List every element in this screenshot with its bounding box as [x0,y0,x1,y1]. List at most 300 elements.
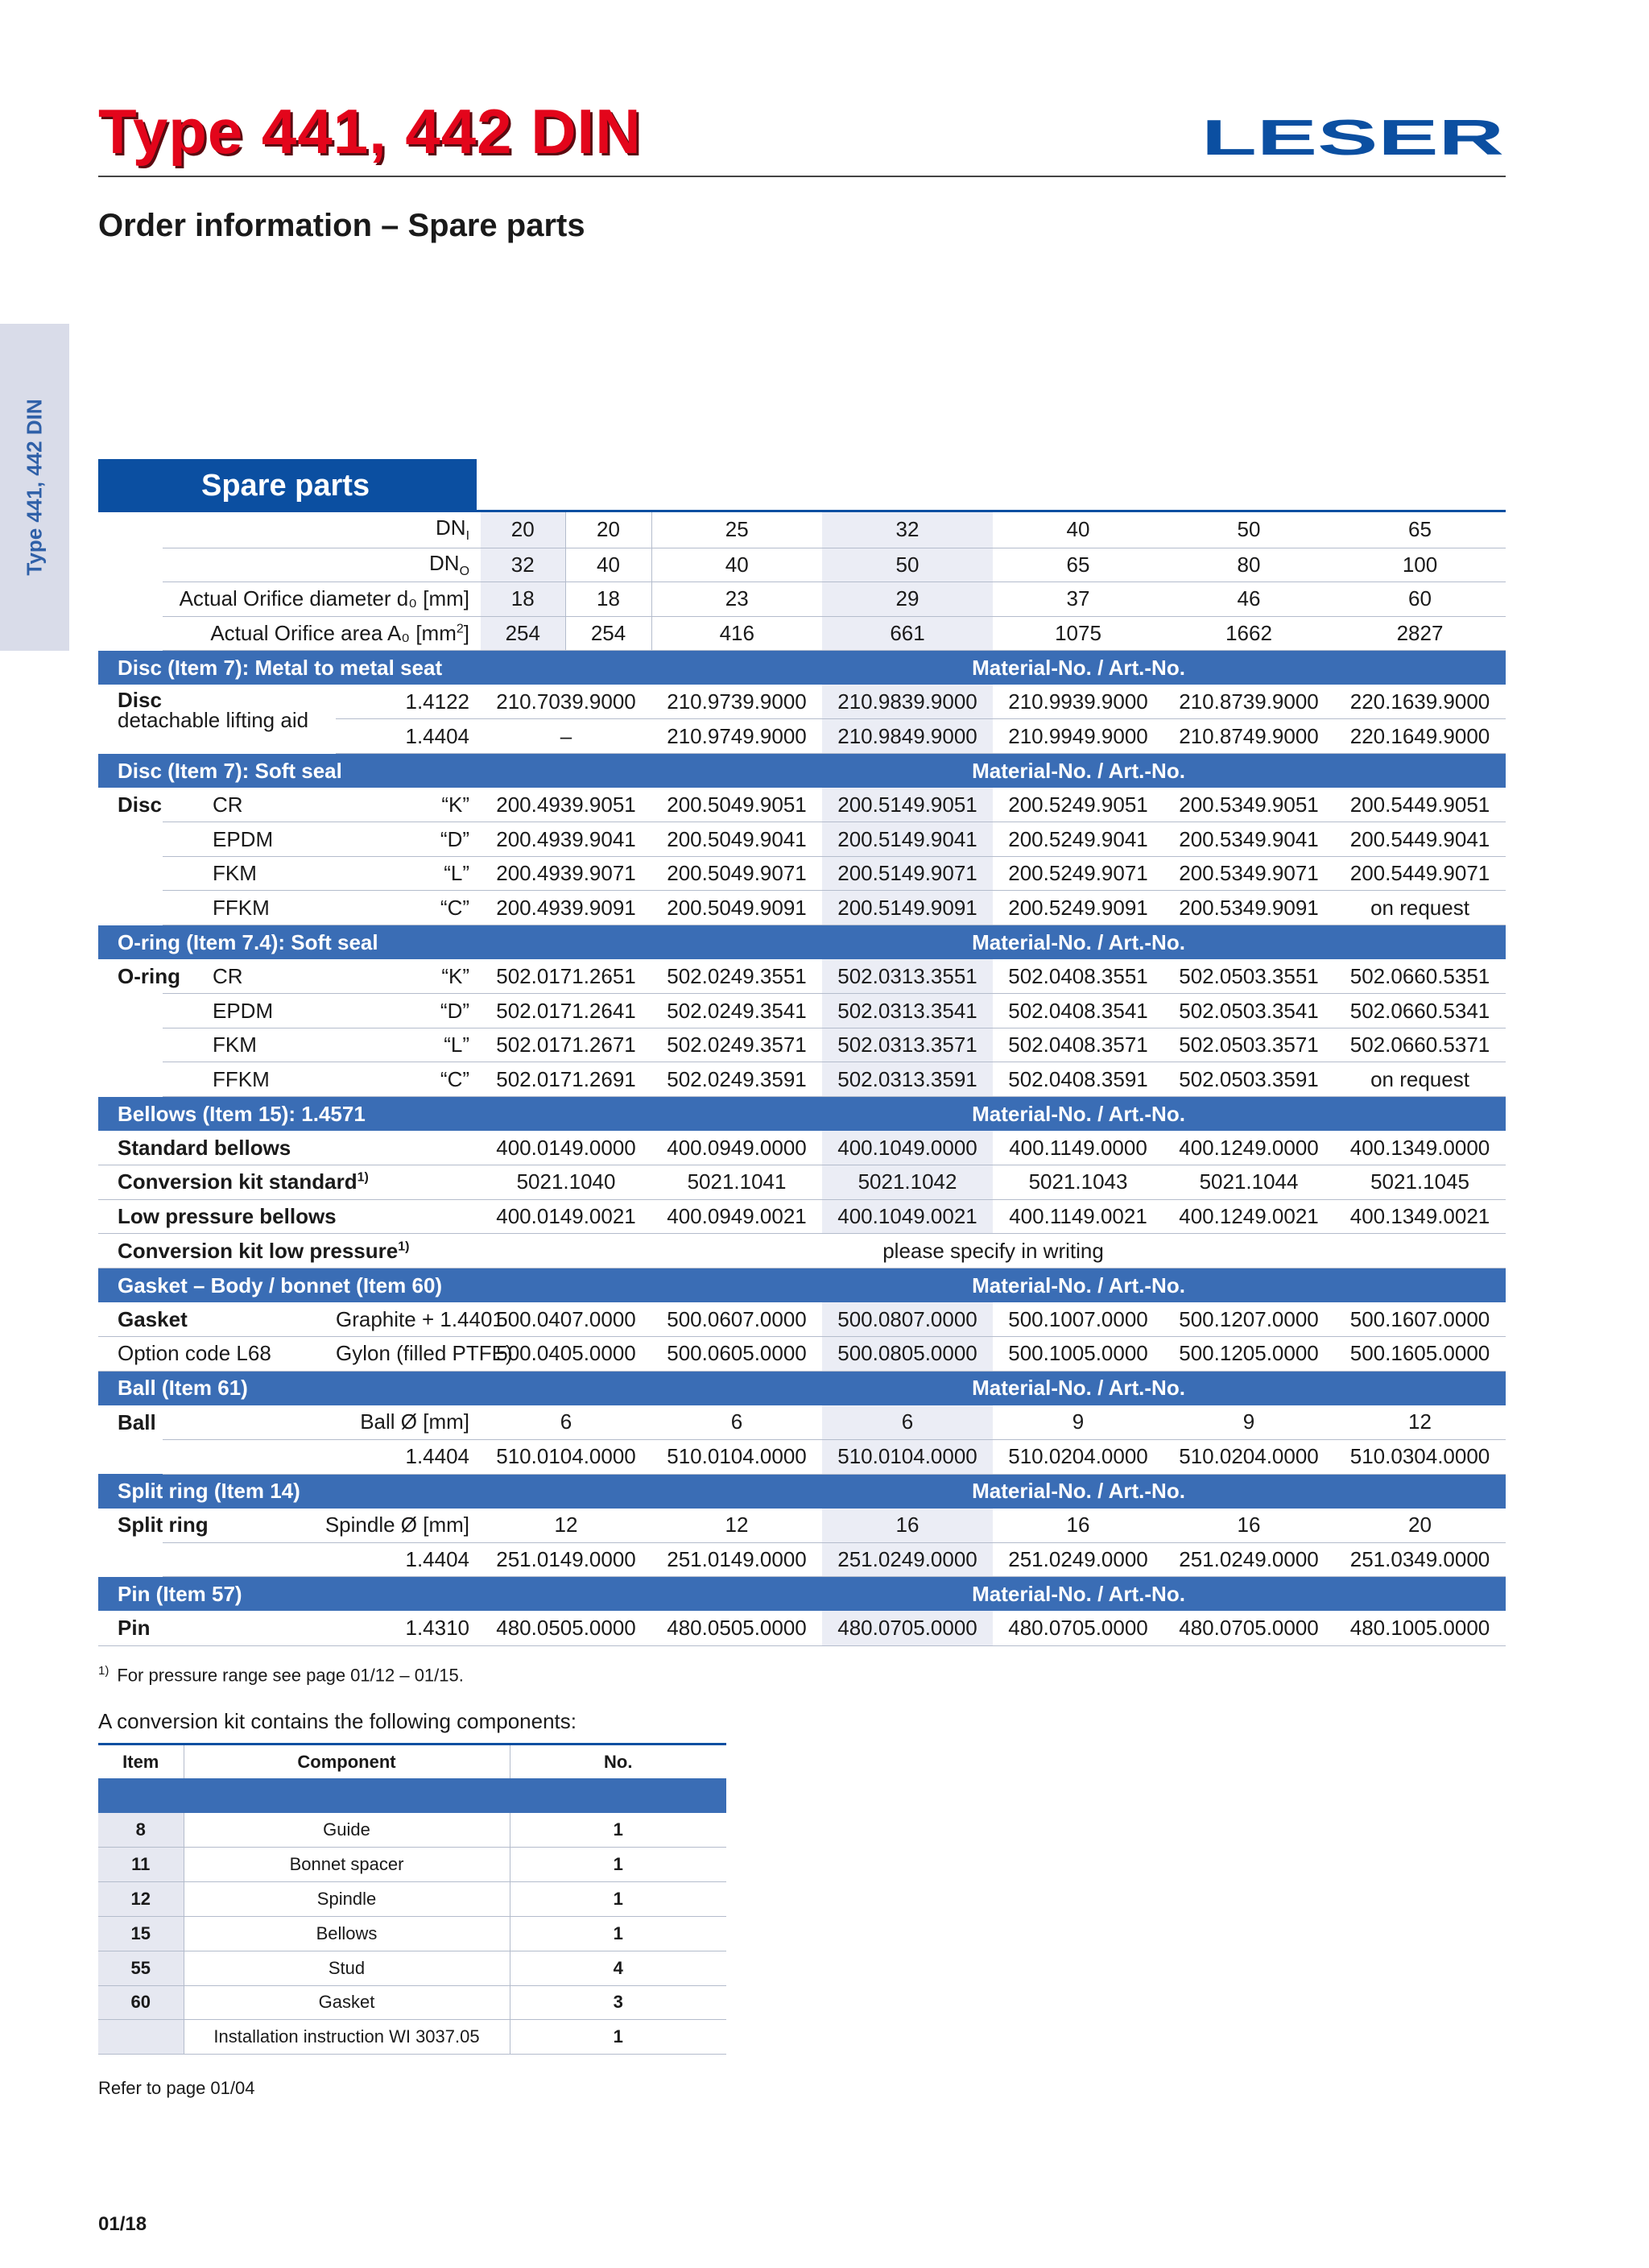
size-value: 16 [822,1509,993,1543]
value-cell: 502.0249.3591 [651,1062,822,1097]
header-band [510,1778,726,1813]
section-column-header: Material-No. / Art.-No. [651,1577,1506,1612]
spacer-cell [98,1439,163,1474]
table-row [98,1542,1506,1577]
seal-code: “C” [336,891,481,925]
value-cell: 200.5349.9091 [1163,891,1334,925]
item-label [98,1028,163,1062]
value-cell: 200.4939.9041 [481,822,651,857]
value-cell: 500.1605.0000 [1334,1337,1506,1372]
column-header: Item [98,1744,184,1779]
value-cell: 5021.1042 [822,1165,993,1200]
dn-value: 254 [565,616,651,651]
value-cell: 200.5049.9041 [651,822,822,857]
gasket-material: Graphite + 1.4401 [336,1302,481,1337]
size-value: 6 [481,1405,651,1440]
dn-value: 65 [993,548,1163,582]
value-cell: 502.0249.3541 [651,994,822,1028]
value-cell: on request [1334,1062,1506,1097]
value-cell: 400.0949.0000 [651,1131,822,1165]
footnote-text: For pressure range see page 01/12 – 01/15. [117,1665,464,1686]
value-cell: 200.5149.9091 [822,891,993,925]
item-label [98,891,163,925]
conversion-kit-table [98,1743,726,2055]
value-cell: 510.0104.0000 [481,1439,651,1474]
item-number: 12 [98,1882,184,1917]
section-column-header: Material-No. / Art.-No. [651,1371,1506,1405]
spacer-cell [98,1542,163,1577]
disc-label: Disc [118,688,162,713]
value-cell: 400.1249.0000 [1163,1131,1334,1165]
value-cell: 200.4939.9051 [481,788,651,822]
size-value: 6 [822,1405,993,1440]
table-row [98,512,1506,548]
section-title: Disc (Item 7): Soft seal [98,754,651,788]
table-row [98,1985,726,2020]
value-cell: 400.1049.0021 [822,1199,993,1234]
value-cell: 210.9739.9000 [651,685,822,719]
seal-code: “L” [336,856,481,891]
dn-value: 20 [565,512,651,548]
table-row [98,754,1506,788]
value-cell: 502.0503.3591 [1163,1062,1334,1097]
value-cell: 251.0149.0000 [651,1542,822,1577]
value-cell: 502.0171.2641 [481,994,651,1028]
dn-label-text: Actual Orifice diameter d₀ [mm] [179,586,470,611]
value-cell: 510.0304.0000 [1334,1439,1506,1474]
table-row [98,1509,1506,1543]
page-subtitle: Order information – Spare parts [98,208,585,243]
material-cell: 1.4404 [336,719,481,754]
value-cell: 502.0249.3551 [651,959,822,994]
table-row [98,616,1506,651]
component-qty: 4 [510,1951,726,1985]
value-cell: 510.0104.0000 [822,1439,993,1474]
section-title: Disc (Item 7): Metal to metal seat [98,651,651,685]
dn-value: 32 [822,512,993,548]
value-cell: 200.4939.9091 [481,891,651,925]
value-cell: 502.0313.3571 [822,1028,993,1062]
component-name: Bellows [184,1916,510,1951]
dn-label-text: Actual Orifice area A₀ [mm [210,620,457,645]
side-tab [0,324,69,651]
value-cell: 200.5249.9051 [993,788,1163,822]
value-cell: 502.0660.5341 [1334,994,1506,1028]
value-cell: 251.0149.0000 [481,1542,651,1577]
value-cell: 400.1149.0021 [993,1199,1163,1234]
material-cell: 1.4310 [163,1611,481,1645]
dn-label [163,616,481,651]
section-title: Ball (Item 61) [98,1371,651,1405]
dn-value: 37 [993,582,1163,617]
dn-value: 60 [1334,582,1506,617]
footnote-ref: 1) [357,1170,369,1185]
bellows-label [98,1165,481,1200]
value-cell: 200.5449.9071 [1334,856,1506,891]
seal-material [163,994,336,1028]
table-row [98,685,1506,719]
value-cell: 210.9949.9000 [993,719,1163,754]
value-cell: 502.0313.3591 [822,1062,993,1097]
value-cell: 5021.1044 [1163,1165,1334,1200]
seal-code: “K” [336,959,481,994]
seal-material [163,822,336,857]
page-title: Type 441, 442 DIN [98,96,642,167]
value-cell: 502.0171.2671 [481,1028,651,1062]
dn-label-text: DN [436,515,466,540]
gasket-label: Option code L68 [98,1337,336,1372]
disc-label-cell [98,685,336,753]
component-qty: 1 [510,1882,726,1917]
value-cell: 502.0408.3571 [993,1028,1163,1062]
table-row [98,582,1506,617]
table-row [98,1131,1506,1165]
size-value: 12 [481,1509,651,1543]
value-cell: 480.0705.0000 [993,1611,1163,1645]
seal-code: “K” [336,788,481,822]
value-cell: 5021.1043 [993,1165,1163,1200]
dn-label-sub: I [465,529,470,544]
section-title: Gasket – Body / bonnet (Item 60) [98,1268,651,1302]
table-row [98,959,1506,994]
disc-sublabel: detachable lifting aid [118,708,309,733]
dn-value: 40 [993,512,1163,548]
seal-material-name: CR [213,963,243,988]
value-cell: 510.0204.0000 [1163,1439,1334,1474]
value-cell: 400.0149.0000 [481,1131,651,1165]
value-cell: 200.5249.9041 [993,822,1163,857]
value-cell: 500.1207.0000 [1163,1302,1334,1337]
table-row [98,1234,1506,1269]
value-cell: 251.0249.0000 [822,1542,993,1577]
value-cell: 502.0503.3551 [1163,959,1334,994]
size-value: 9 [993,1405,1163,1440]
table-row [98,1028,1506,1062]
dn-value: 25 [651,512,822,548]
table-row [98,548,1506,582]
seal-material [163,1028,336,1062]
value-cell: 500.1205.0000 [1163,1337,1334,1372]
dn-value: 40 [565,548,651,582]
table-row [98,1302,1506,1337]
dn-value: 65 [1334,512,1506,548]
table-row [98,1916,726,1951]
column-header: No. [510,1744,726,1779]
seal-code: “D” [336,822,481,857]
value-cell: 480.0705.0000 [1163,1611,1334,1645]
value-cell: 200.5149.9071 [822,856,993,891]
component-name: Gasket [184,1985,510,2020]
item-label [98,856,163,891]
item-label: O-ring [118,963,180,988]
table-row [98,1813,726,1848]
value-cell: 480.0505.0000 [481,1611,651,1645]
item-number: 60 [98,1985,184,2020]
size-label: Ball Ø [mm] [163,1405,481,1440]
dn-label-text: DN [429,550,460,575]
seal-material-name: CR [213,792,243,817]
dn-value: 18 [481,582,565,617]
bellows-label [98,1234,481,1269]
spare-parts-table [98,512,1506,1646]
value-cell: 502.0503.3541 [1163,994,1334,1028]
dn-value: 2827 [1334,616,1506,651]
value-cell: 210.7039.9000 [481,685,651,719]
table-row [98,651,1506,685]
table-row [98,1744,726,1779]
svg-text:LESER: LESER [1201,117,1504,157]
value-cell: 200.5149.9041 [822,822,993,857]
value-cell: 502.0313.3541 [822,994,993,1028]
header-band [184,1778,510,1813]
bellows-label-text: Conversion kit low pressure [118,1238,399,1263]
side-tab-label: Type 441, 442 DIN [22,399,47,576]
value-cell: 5021.1040 [481,1165,651,1200]
material-cell: 1.4404 [163,1439,481,1474]
table-row [98,1951,726,1985]
dn-value: 416 [651,616,822,651]
value-cell: 502.0660.5371 [1334,1028,1506,1062]
item-label: Disc [118,792,162,817]
item-number: 11 [98,1848,184,1882]
dn-value: 32 [481,548,565,582]
value-cell: 502.0660.5351 [1334,959,1506,994]
header-rule [98,176,1506,177]
section-title: O-ring (Item 7.4): Soft seal [98,925,651,960]
value-cell: 220.1649.9000 [1334,719,1506,754]
value-cell: – [481,719,651,754]
value-cell: 200.5249.9091 [993,891,1163,925]
dn-value: 46 [1163,582,1334,617]
dn-value: 40 [651,548,822,582]
dn-value: 50 [822,548,993,582]
item-number: 15 [98,1916,184,1951]
dn-label [163,582,481,617]
dn-label [163,512,481,548]
size-label: Spindle Ø [mm] [163,1509,481,1543]
kit-intro: A conversion kit contains the following components: [98,1709,577,1733]
value-cell: 502.0249.3571 [651,1028,822,1062]
value-cell: 400.1249.0021 [1163,1199,1334,1234]
value-cell: on request [1334,891,1506,925]
page-number: 01/18 [98,2213,147,2235]
table-row [98,1848,726,1882]
spacer-cell [98,512,163,548]
value-cell: 200.5349.9051 [1163,788,1334,822]
component-qty: 3 [510,1985,726,2020]
value-cell: 502.0408.3551 [993,959,1163,994]
bellows-label-text: Conversion kit standard [118,1169,357,1194]
part-label: Ball [118,1409,156,1434]
dn-value: 29 [822,582,993,617]
item-number [98,2020,184,2055]
value-cell: 200.5049.9051 [651,788,822,822]
value-cell: 400.0949.0021 [651,1199,822,1234]
value-cell: 200.5149.9051 [822,788,993,822]
value-cell: 251.0249.0000 [993,1542,1163,1577]
section-column-header: Material-No. / Art.-No. [651,925,1506,960]
value-cell: 210.8739.9000 [1163,685,1334,719]
table-row [98,1439,1506,1474]
seal-material-name: EPDM [213,826,274,851]
value-cell: 500.1007.0000 [993,1302,1163,1337]
value-cell: 500.0605.0000 [651,1337,822,1372]
value-cell: 500.1607.0000 [1334,1302,1506,1337]
dn-value: 661 [822,616,993,651]
section-column-header: Material-No. / Art.-No. [651,651,1506,685]
leser-logo [1200,117,1506,157]
value-cell: 400.1349.0021 [1334,1199,1506,1234]
component-qty: 1 [510,1813,726,1848]
section-title: Split ring (Item 14) [98,1474,651,1509]
item-label [98,822,163,857]
item-number: 8 [98,1813,184,1848]
table-row [98,891,1506,925]
value-cell: 210.9849.9000 [822,719,993,754]
value-cell: 200.5249.9071 [993,856,1163,891]
value-cell: 500.0407.0000 [481,1302,651,1337]
spacer-cell [98,548,163,582]
value-cell: 400.0149.0021 [481,1199,651,1234]
value-cell: 502.0313.3551 [822,959,993,994]
seal-material [163,856,336,891]
size-value: 12 [651,1509,822,1543]
size-value: 16 [1163,1509,1334,1543]
table-row [98,856,1506,891]
value-cell: 200.5049.9071 [651,856,822,891]
seal-material-name: FFKM [213,1066,270,1091]
table-row [98,822,1506,857]
value-cell: 480.0505.0000 [651,1611,822,1645]
seal-material-name: FFKM [213,895,270,920]
value-cell: 200.5449.9051 [1334,788,1506,822]
section-title: Pin (Item 57) [98,1577,651,1612]
component-qty: 1 [510,2020,726,2055]
dn-value: 18 [565,582,651,617]
table-row [98,1337,1506,1372]
value-cell: 500.0405.0000 [481,1337,651,1372]
size-value: 6 [651,1405,822,1440]
section-column-header: Material-No. / Art.-No. [651,754,1506,788]
spare-parts-tab: Spare parts [98,459,477,512]
seal-material-name: FKM [213,1033,257,1057]
table-row [98,2020,726,2055]
size-value: 12 [1334,1405,1506,1440]
dn-label [163,548,481,582]
value-cell: 251.0249.0000 [1163,1542,1334,1577]
component-name: Installation instruction WI 3037.05 [184,2020,510,2055]
item-label [98,994,163,1028]
component-name: Stud [184,1951,510,1985]
value-cell: 502.0408.3541 [993,994,1163,1028]
part-label: Split ring [118,1513,209,1538]
value-cell: 220.1639.9000 [1334,685,1506,719]
value-cell: 500.1005.0000 [993,1337,1163,1372]
bellows-label [98,1131,481,1165]
value-cell: 500.0807.0000 [822,1302,993,1337]
seal-material-name: FKM [213,861,257,886]
dn-value: 20 [481,512,565,548]
dn-value: 1662 [1163,616,1334,651]
spacer-cell [98,616,163,651]
value-cell: 510.0204.0000 [993,1439,1163,1474]
table-row [98,1062,1506,1097]
dn-value: 23 [651,582,822,617]
please-specify: please specify in writing [481,1234,1506,1269]
value-cell: 200.5349.9041 [1163,822,1334,857]
dn-value: 1075 [993,616,1163,651]
dn-label-end: ] [463,620,470,645]
dn-value: 254 [481,616,565,651]
section-column-header: Material-No. / Art.-No. [651,1268,1506,1302]
size-value: 16 [993,1509,1163,1543]
seal-code: “C” [336,1062,481,1097]
value-cell: 210.9939.9000 [993,685,1163,719]
value-cell: 502.0171.2691 [481,1062,651,1097]
value-cell: 400.1149.0000 [993,1131,1163,1165]
material-cell: 1.4122 [336,685,481,719]
table-row [98,1882,726,1917]
seal-material [163,1062,336,1097]
value-cell: 400.1049.0000 [822,1131,993,1165]
value-cell: 200.5449.9041 [1334,822,1506,857]
footnote-marker: 1) [98,1664,110,1678]
table-row [98,1405,1506,1440]
seal-material [163,959,336,994]
footnote [98,1664,464,1686]
value-cell: 200.5049.9091 [651,891,822,925]
component-name: Bonnet spacer [184,1848,510,1882]
value-cell: 480.0705.0000 [822,1611,993,1645]
size-value: 20 [1334,1509,1506,1543]
value-cell: 5021.1045 [1334,1165,1506,1200]
table-row [98,1199,1506,1234]
section-column-header: Material-No. / Art.-No. [651,1474,1506,1509]
value-cell: 510.0104.0000 [651,1439,822,1474]
value-cell: 210.9749.9000 [651,719,822,754]
dn-value: 80 [1163,548,1334,582]
table-row [98,1474,1506,1509]
column-header: Component [184,1744,510,1779]
table-row [98,1165,1506,1200]
gasket-label: Gasket [98,1302,336,1337]
table-row [98,925,1506,960]
component-qty: 1 [510,1848,726,1882]
value-cell: 502.0408.3591 [993,1062,1163,1097]
bellows-label-text: Standard bellows [118,1135,291,1160]
section-column-header: Material-No. / Art.-No. [651,1097,1506,1132]
table-row [98,994,1506,1028]
value-cell: 400.1349.0000 [1334,1131,1506,1165]
value-cell: 500.0805.0000 [822,1337,993,1372]
refer-note: Refer to page 01/04 [98,2078,255,2098]
value-cell: 210.8749.9000 [1163,719,1334,754]
value-cell: 200.5349.9071 [1163,856,1334,891]
component-qty: 1 [510,1916,726,1951]
section-title: Bellows (Item 15): 1.4571 [98,1097,651,1132]
material-cell: 1.4404 [163,1542,481,1577]
value-cell: 502.0171.2651 [481,959,651,994]
part-label: Pin [98,1611,163,1645]
value-cell: 480.1005.0000 [1334,1611,1506,1645]
seal-material [163,891,336,925]
component-name: Spindle [184,1882,510,1917]
value-cell: 210.9839.9000 [822,685,993,719]
header-band [98,1778,184,1813]
gasket-material: Gylon (filled PTFE) [336,1337,481,1372]
dn-label-sub: O [459,564,470,578]
seal-material-name: EPDM [213,998,274,1023]
